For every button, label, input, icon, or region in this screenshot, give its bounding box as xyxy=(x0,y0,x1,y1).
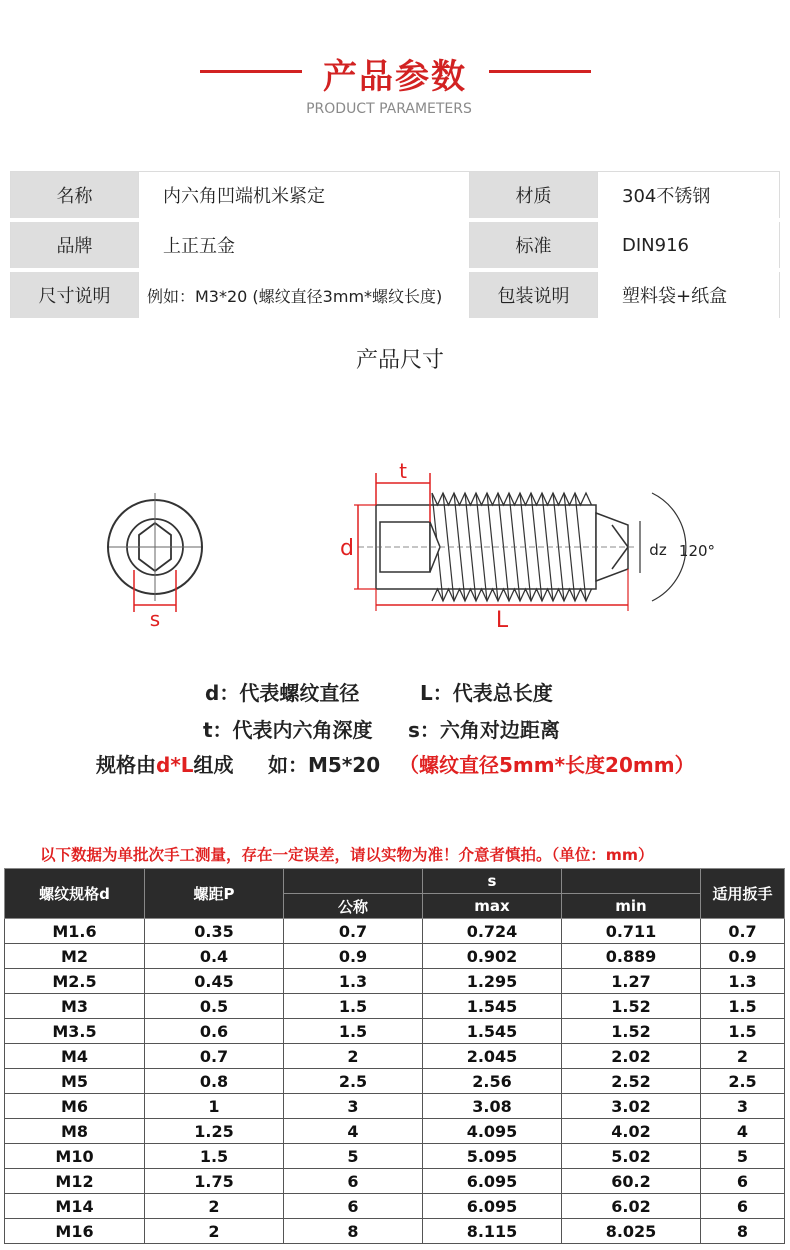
table-cell: 5.095 xyxy=(423,1144,562,1169)
table-cell: M4 xyxy=(5,1044,145,1069)
table-cell: M2 xyxy=(5,944,145,969)
table-row xyxy=(5,1069,785,1094)
table-cell: 2 xyxy=(145,1219,284,1244)
label-L: L xyxy=(495,608,509,633)
label-angle: 120° xyxy=(678,542,716,560)
table-cell: 1.545 xyxy=(423,994,562,1019)
table-row xyxy=(5,1119,785,1144)
table-cell: 0.9 xyxy=(284,944,423,969)
table-cell: 0.8 xyxy=(145,1069,284,1094)
table-row xyxy=(5,944,785,969)
table-cell: 2.045 xyxy=(423,1044,562,1069)
params-row xyxy=(11,220,780,270)
legend-spec-example: 如：M5*20 xyxy=(268,753,381,777)
header-pitch: 螺距P xyxy=(145,869,284,919)
table-cell: M3 xyxy=(5,994,145,1019)
param-value: 304不锈钢 xyxy=(598,172,780,221)
table-cell: 2.5 xyxy=(284,1069,423,1094)
table-cell: M14 xyxy=(5,1194,145,1219)
table-cell: 8.025 xyxy=(562,1219,701,1244)
table-row xyxy=(5,1094,785,1119)
end-view xyxy=(108,493,202,631)
table-row xyxy=(5,1144,785,1169)
table-cell: M6 xyxy=(5,1094,145,1119)
legend-t: t：代表内六角深度 xyxy=(203,718,373,742)
table-cell: 4 xyxy=(284,1119,423,1144)
param-key: 名称 xyxy=(11,172,139,221)
section-header xyxy=(0,45,790,135)
table-cell: 8 xyxy=(284,1219,423,1244)
table-cell: 4.02 xyxy=(562,1119,701,1144)
table-cell: 3 xyxy=(284,1094,423,1119)
table-cell: 2.5 xyxy=(701,1069,785,1094)
table-cell: 2 xyxy=(701,1044,785,1069)
table-cell: 0.5 xyxy=(145,994,284,1019)
table-cell: 6.095 xyxy=(423,1194,562,1219)
table-cell: 0.902 xyxy=(423,944,562,969)
table-cell: 3.08 xyxy=(423,1094,562,1119)
table-cell: 4.095 xyxy=(423,1119,562,1144)
param-value: 例如：M3*20 (螺纹直径3mm*螺纹长度) xyxy=(139,270,470,320)
header-wrench: 适用扳手 xyxy=(701,869,785,919)
table-cell: 8.115 xyxy=(423,1219,562,1244)
table-cell: 0.4 xyxy=(145,944,284,969)
table-cell: 1.75 xyxy=(145,1169,284,1194)
table-cell: 0.7 xyxy=(284,919,423,944)
header-min: min xyxy=(562,894,701,919)
legend-L: L：代表总长度 xyxy=(420,681,553,705)
table-row xyxy=(5,1019,785,1044)
header-s-spacer-right xyxy=(562,869,701,894)
params-table xyxy=(10,171,780,322)
label-dz: dz xyxy=(649,541,667,559)
table-cell: 0.35 xyxy=(145,919,284,944)
table-cell: 1.52 xyxy=(562,994,701,1019)
table-cell: M1.6 xyxy=(5,919,145,944)
param-key: 尺寸说明 xyxy=(11,270,139,320)
param-value: 塑料袋+纸盒 xyxy=(598,270,780,320)
table-cell: 1.545 xyxy=(423,1019,562,1044)
header-thread-spec: 螺纹规格d xyxy=(5,869,145,919)
label-d: d xyxy=(340,536,354,561)
table-cell: 1.5 xyxy=(701,1019,785,1044)
size-section-title: 产品尺寸 xyxy=(355,348,444,373)
table-cell: 6 xyxy=(284,1169,423,1194)
table-cell: 1.27 xyxy=(562,969,701,994)
table-cell: 5.02 xyxy=(562,1144,701,1169)
measurement-notice: 以下数据为单批次手工测量，存在一定误差，请以实物为准！介意者慎拍。（单位：mm） xyxy=(40,846,654,864)
table-cell: 1.295 xyxy=(423,969,562,994)
param-key: 材质 xyxy=(470,172,598,221)
table-cell: 1.5 xyxy=(284,994,423,1019)
table-cell: 3.02 xyxy=(562,1094,701,1119)
table-cell: 6 xyxy=(701,1194,785,1219)
label-s: s xyxy=(149,607,161,631)
table-cell: M12 xyxy=(5,1169,145,1194)
param-value: 内六角凹端机米紧定 xyxy=(139,172,470,221)
header-nominal: 公称 xyxy=(284,894,423,919)
legend-spec-mid: 组成 xyxy=(193,753,234,777)
table-cell: M2.5 xyxy=(5,969,145,994)
label-t: t xyxy=(399,459,407,483)
table-cell: 0.7 xyxy=(701,919,785,944)
table-cell: 2.52 xyxy=(562,1069,701,1094)
param-value: DIN916 xyxy=(598,220,780,270)
header-s-group: s xyxy=(423,869,562,894)
table-cell: 1 xyxy=(145,1094,284,1119)
header-line-right xyxy=(489,70,591,73)
table-cell: 1.5 xyxy=(284,1019,423,1044)
page-subtitle: PRODUCT PARAMETERS xyxy=(306,101,472,117)
table-cell: 6.02 xyxy=(562,1194,701,1219)
table-cell: 0.9 xyxy=(701,944,785,969)
table-cell: 1.52 xyxy=(562,1019,701,1044)
table-cell: 1.3 xyxy=(284,969,423,994)
table-row xyxy=(5,1194,785,1219)
table-cell: 6.095 xyxy=(423,1169,562,1194)
thread-crest-top xyxy=(432,493,592,505)
table-cell: 0.889 xyxy=(562,944,701,969)
table-cell: M3.5 xyxy=(5,1019,145,1044)
params-row xyxy=(11,270,780,320)
param-key: 包装说明 xyxy=(470,270,598,320)
legend-spec-line xyxy=(96,749,234,778)
table-row xyxy=(5,919,785,944)
table-cell: 0.7 xyxy=(145,1044,284,1069)
table-row xyxy=(5,1169,785,1194)
table-row xyxy=(5,1219,785,1244)
table-cell: 2.56 xyxy=(423,1069,562,1094)
table-cell: 60.2 xyxy=(562,1169,701,1194)
table-cell: 5 xyxy=(701,1144,785,1169)
table-cell: M8 xyxy=(5,1119,145,1144)
table-cell: 3 xyxy=(701,1094,785,1119)
table-cell: 0.724 xyxy=(423,919,562,944)
table-row xyxy=(5,994,785,1019)
screw-diagram xyxy=(100,455,740,635)
table-cell: 0.6 xyxy=(145,1019,284,1044)
table-cell: 5 xyxy=(284,1144,423,1169)
table-cell: 0.711 xyxy=(562,919,701,944)
table-row xyxy=(5,1044,785,1069)
param-key: 品牌 xyxy=(11,220,139,270)
table-cell: 4 xyxy=(701,1119,785,1144)
params-row xyxy=(11,172,780,221)
table-cell: 8 xyxy=(701,1219,785,1244)
table-cell: 0.45 xyxy=(145,969,284,994)
table-cell: 1.5 xyxy=(701,994,785,1019)
spec-table xyxy=(4,868,785,1244)
page-title: 产品参数 xyxy=(323,57,467,97)
table-cell: 6 xyxy=(701,1169,785,1194)
legend-d: d：代表螺纹直径 xyxy=(205,681,360,705)
header-max: max xyxy=(423,894,562,919)
table-cell: 1.3 xyxy=(701,969,785,994)
spec-table-body xyxy=(5,919,785,1244)
thread-crest-bottom xyxy=(432,589,592,601)
legend-spec-prefix: 规格由 xyxy=(96,753,156,777)
header-s-spacer-left xyxy=(284,869,423,894)
table-cell: 1.25 xyxy=(145,1119,284,1144)
param-value: 上正五金 xyxy=(139,220,470,270)
table-cell: M10 xyxy=(5,1144,145,1169)
table-cell: M16 xyxy=(5,1219,145,1244)
side-view xyxy=(340,459,715,633)
table-cell: 2 xyxy=(145,1194,284,1219)
table-cell: M5 xyxy=(5,1069,145,1094)
table-cell: 2.02 xyxy=(562,1044,701,1069)
param-key: 标准 xyxy=(470,220,598,270)
table-row xyxy=(5,969,785,994)
legend-spec-red: d*L xyxy=(156,753,194,777)
legend-s: s：六角对边距离 xyxy=(408,718,560,742)
table-cell: 6 xyxy=(284,1194,423,1219)
legend-spec-note: （螺纹直径5mm*长度20mm） xyxy=(399,753,695,777)
table-cell: 2 xyxy=(284,1044,423,1069)
table-cell: 1.5 xyxy=(145,1144,284,1169)
